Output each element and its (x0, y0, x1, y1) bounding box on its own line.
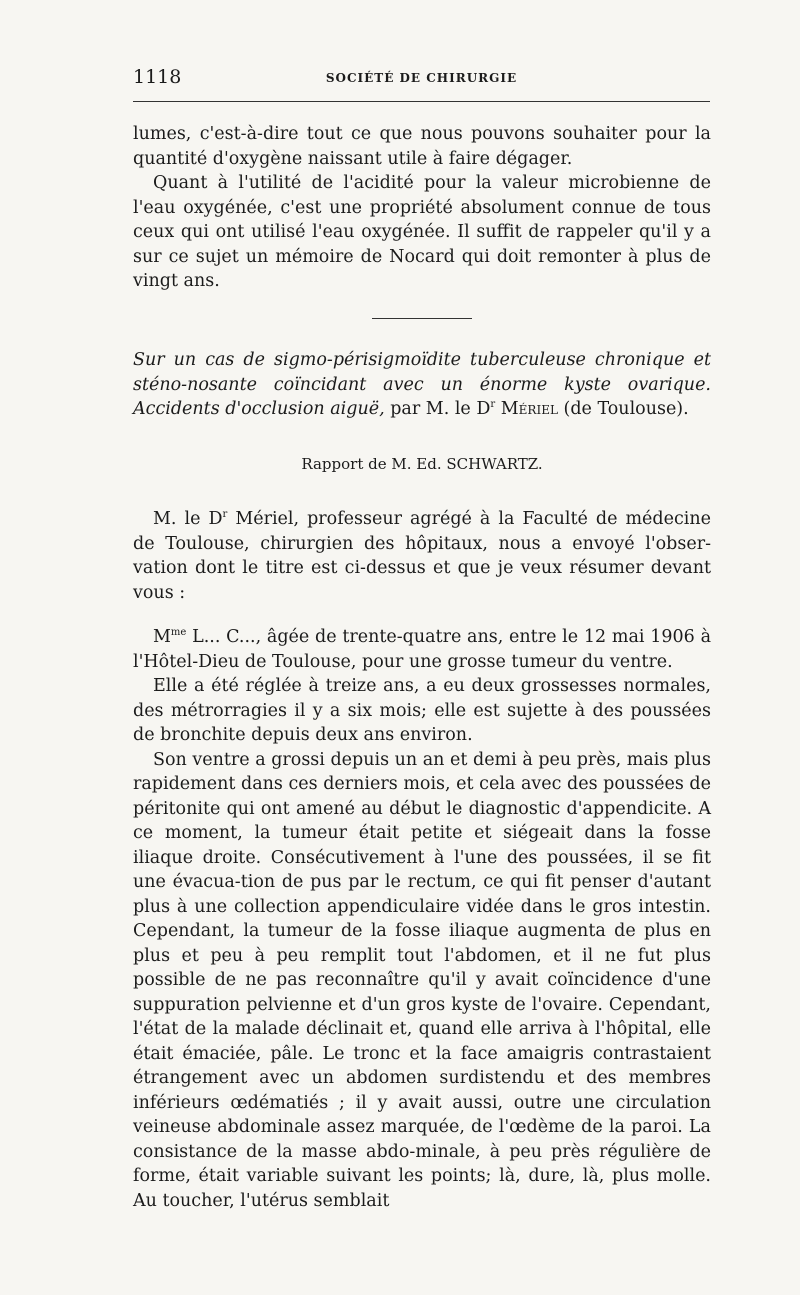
paragraph-text: Mériel, professeur agrégé à la Faculté de médecine de Toulouse, chirurgien des hôpitaux, nous a envoyé l'obser-vation dont le titre est ci-dessus et que je veux résumer devant vous : (133, 509, 712, 603)
page-number: 1118 (133, 66, 182, 88)
paragraph-pre: M. le D (153, 509, 223, 529)
running-title: SOCIÉTÉ DE CHIRURGIE (325, 71, 518, 85)
paragraph-sup: me (170, 627, 187, 639)
article-title-by: par M. le D (390, 399, 491, 419)
author-place: (de Toulouse). (563, 399, 689, 419)
paragraph: Son ventre a grossi depuis un an et demi à peu près, mais plus rapidement dans ces derniers mois, et cela avec des poussées de péritonite qui ont amené au début le diagnostic d'appendicite. A ce moment, la tumeur était petite et siégeait dans la fosse iliaque droite. Consécutivement à l'une des poussées, il se fit une évacua-tion de pus par le rectum, ce qui fit penser d'autant plus à une collection appendiculaire vidée dans le gros intestin. Cependant, la tumeur de la fosse iliaque augmenta de plus en plus et peu à peu remplit tout l'abdomen, et il ne fut plus possible de ne pas reconnaître qu'il y avait coïncidence d'une suppuration pelvienne et d'un gros kyste de l'ovaire. Cependant, l'état de la malade déclinait et, quand elle arriva à l'hôpital, elle était émaciée, pâle. Le tronc et la face amaigris contrastaient étrangement avec un abdomen surdistendu et des membres inférieurs œdématiés ; il y avait aussi, outre une circulation veineuse abdominale assez marquée, de l'œdème de la paroi. La consistance de la masse abdo-minale, à peu près régulière de forme, était variable suivant les points; là, dure, là, plus molle. Au toucher, l'utérus semblait (133, 749, 711, 1211)
paragraph: lumes, c'est-à-dire tout ce que nous pouvons souhaiter pour la quantité d'oxygène naissant utile à faire dégager. (133, 124, 711, 169)
body-text (133, 507, 711, 1213)
paragraph: Elle a été réglée à treize ans, a eu deux grossesses normales, des métrorragies il y a six mois; elle est sujette à des poussées de bronchite depuis deux ans environ. (133, 676, 711, 745)
paragraph (133, 625, 711, 674)
paragraph-sup: r (222, 509, 228, 521)
article-title-italic: Sur un cas de sigmo-périsigmoïdite tuberculeuse chronique et sténo-nosante coïncidant avec un énorme kyste ovarique. Accidents d'occlusion aiguë, (133, 350, 711, 419)
header-rule (133, 101, 710, 102)
article-title (133, 348, 711, 422)
top-text-block (133, 122, 711, 294)
paragraph-text: L... C..., âgée de trente-quatre ans, entre le 12 mai 1906 à l'Hôtel-Dieu de Toulouse, pour une grosse tumeur du ventre. (133, 627, 711, 672)
article-title-sup: r (490, 399, 496, 411)
paragraph (133, 507, 711, 605)
author-name: Mériel (500, 399, 558, 419)
rapport-line: Rapport de M. Ed. SCHWARTZ. (301, 455, 543, 473)
page-header (133, 66, 710, 96)
paragraph-pre: M (153, 627, 171, 647)
section-separator (372, 318, 472, 319)
paragraph: Quant à l'utilité de l'acidité pour la valeur microbienne de l'eau oxygénée, c'est une propriété absolument connue de tous ceux qui ont utilisé l'eau oxygénée. Il suffit de rappeler qu'il y a sur ce sujet un mémoire de Nocard qui doit remonter à plus de vingt ans. (133, 173, 711, 291)
